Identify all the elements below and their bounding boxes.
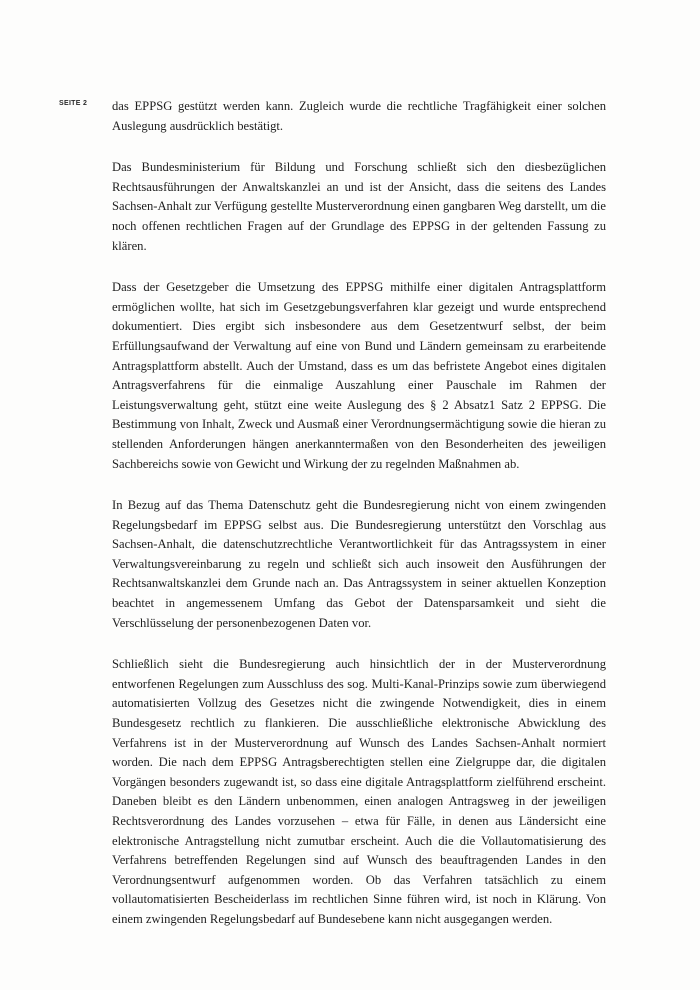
page-number-label: SEITE 2: [59, 100, 88, 107]
body-text: [112, 97, 606, 952]
paragraph-continuation: das EPPSG gestützt werden kann. Zugleich wurde die rechtliche Tragfähigkeit einer solchen Auslegung ausdrücklich bestätigt.: [112, 99, 606, 133]
paragraph-digital-platform: Dass der Gesetzgeber die Umsetzung des EPPSG mithilfe einer digitalen Antragsplattform ermöglichen wollte, hat sich im Gesetzgebungsverfahren klar gezeigt und wurde entsprechend dokumentiert. Dies ergibt sich insbesondere aus dem Gesetzentwurf selbst, der beim Erfüllungsaufwand der Verwaltung auf eine von Bund und Ländern gemeinsam zu erarbeitende Antragsplattform abstellt. Auch der Umstand, dass es um das befristete Angebot eines digitalen Antragsverfahrens für die einmalige Auszahlung einer Pauschale im Rahmen der Leistungsverwaltung geht, stützt eine weite Auslegung des § 2 Absatz1 Satz 2 EPPSG. Die Bestimmung von Inhalt, Zweck und Ausmaß einer Verordnungsermächtigung sowie die hieran zu stellenden Anforderungen hängen anerkanntermaßen von den Besonderheiten des jeweiligen Sachbereichs sowie von Gewicht und Wirkung der zu regelnden Maßnahmen ab.: [112, 280, 606, 471]
paragraph-multi-channel: Schließlich sieht die Bundesregierung auch hinsichtlich der in der Musterverordnung entworfenen Regelungen zum Ausschluss des sog. Multi-Kanal-Prinzips sowie zum überwiegend automatisierten Vollzug des Gesetzes nicht die zwingende Notwendigkeit, dies in einem Bundesgesetz rechtlich zu flankieren. Die ausschließliche elektronische Abwicklung des Verfahrens ist in der Musterverordnung auf Wunsch des Landes Sachsen-Anhalt normiert worden. Die nach dem EPPSG Antragsberechtigten stellen eine Zielgruppe dar, die digitalen Vorgängen besonders zugewandt ist, so dass eine digitale Antragsplattform zielführend erscheint. Daneben bleibt es den Ländern unbenommen, einen analogen Antragsweg in der jeweiligen Rechtsverordnung des Landes vorzusehen – etwa für Fälle, in denen aus Ländersicht eine elektronische Antragstellung nicht zumutbar erscheint. Auch die die Vollautomatisierung des Verfahrens betreffenden Regelungen sind auf Wunsch des beauftragenden Landes in den Verordnungsentwurf aufgenommen worden. Ob das Verfahren tatsächlich zu einem vollautomatisierten Bescheiderlass im rechtlichen Sinne führen wird, ist noch in Klärung. Von einem zwingenden Regelungsbedarf auf Bundesebene kann nicht ausgegangen werden.: [112, 657, 606, 926]
paragraph-data-protection: In Bezug auf das Thema Datenschutz geht die Bundesregierung nicht von einem zwingenden Regelungsbedarf im EPPSG selbst aus. Die Bundesregierung unterstützt den Vorschlag aus Sachsen-Anhalt, die datenschutzrechtliche Verantwortlichkeit für das Antragssystem in einer Verwaltungsvereinbarung zu regeln und schließt sich auch insoweit den Ausführungen der Rechtsanwaltskanzlei dem Grunde nach an. Das Antragssystem in seiner aktuellen Konzeption beachtet in angemessenem Umfang das Gebot der Datensparsamkeit und sieht die Verschlüsselung der personenbezogenen Daten vor.: [112, 498, 606, 630]
paragraph-bmbf-position: Das Bundesministerium für Bildung und Forschung schließt sich den diesbezüglichen Rechtsausführungen der Anwaltskanzlei an und ist der Ansicht, dass die seitens des Landes Sachsen-Anhalt zur Verfügung gestellte Musterverordnung einen gangbaren Weg darstellt, um die noch offenen rechtlichen Fragen auf der Grundlage des EPPSG in der geltenden Fassung zu klären.: [112, 160, 606, 253]
